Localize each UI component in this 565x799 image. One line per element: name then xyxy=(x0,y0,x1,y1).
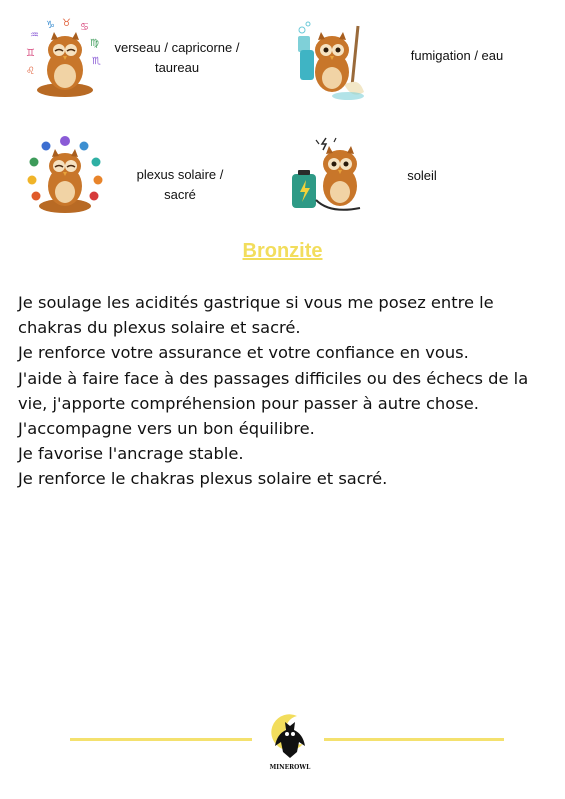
paragraph-4: J'accompagne vers un bon équilibre. xyxy=(18,419,315,439)
cell-label-battery: soleil xyxy=(407,168,437,183)
svg-text:♌: ♌ xyxy=(26,66,35,77)
cell-label-zodiac: verseau / capricorne / taureau xyxy=(114,40,240,75)
cell-label-chakra: plexus solaire / sacré xyxy=(136,167,224,202)
page-title: Bronzite xyxy=(242,240,323,262)
footer-line-left xyxy=(70,738,252,741)
minerowl-logo xyxy=(267,712,313,772)
svg-text:♊: ♊ xyxy=(26,48,35,59)
cell-label-cleaning: fumigation / eau xyxy=(410,48,504,63)
footer-line-right xyxy=(324,738,504,741)
svg-text:♉: ♉ xyxy=(62,18,71,29)
svg-text:♍: ♍ xyxy=(90,38,99,49)
chakra-owl-icon xyxy=(24,134,106,216)
svg-text:♑: ♑ xyxy=(46,20,55,31)
paragraph-2: Je renforce votre assurance et votre confiance en vous. xyxy=(18,343,469,363)
battery-owl-icon xyxy=(290,134,372,216)
svg-text:♏: ♏ xyxy=(92,56,101,67)
svg-text:♒: ♒ xyxy=(30,30,39,41)
description-body xyxy=(18,290,548,492)
logo-text: MINEROWL xyxy=(269,764,311,771)
paragraph-6: Je renforce le chakras plexus solaire et sacré. xyxy=(18,469,388,489)
cleaning-owl-icon xyxy=(290,20,372,102)
zodiac-owl-icon xyxy=(24,18,106,100)
paragraph-3: J'aide à faire face à des passages difficiles ou des échecs de la vie, j'apporte compréhension pour passer à autre chose. xyxy=(18,368,529,413)
paragraph-1: Je soulage les acidités gastrique si vous me posez entre le chakras du plexus solaire et sacré. xyxy=(18,293,494,338)
paragraph-5: Je favorise l'ancrage stable. xyxy=(18,444,244,464)
svg-text:♋: ♋ xyxy=(80,22,89,33)
